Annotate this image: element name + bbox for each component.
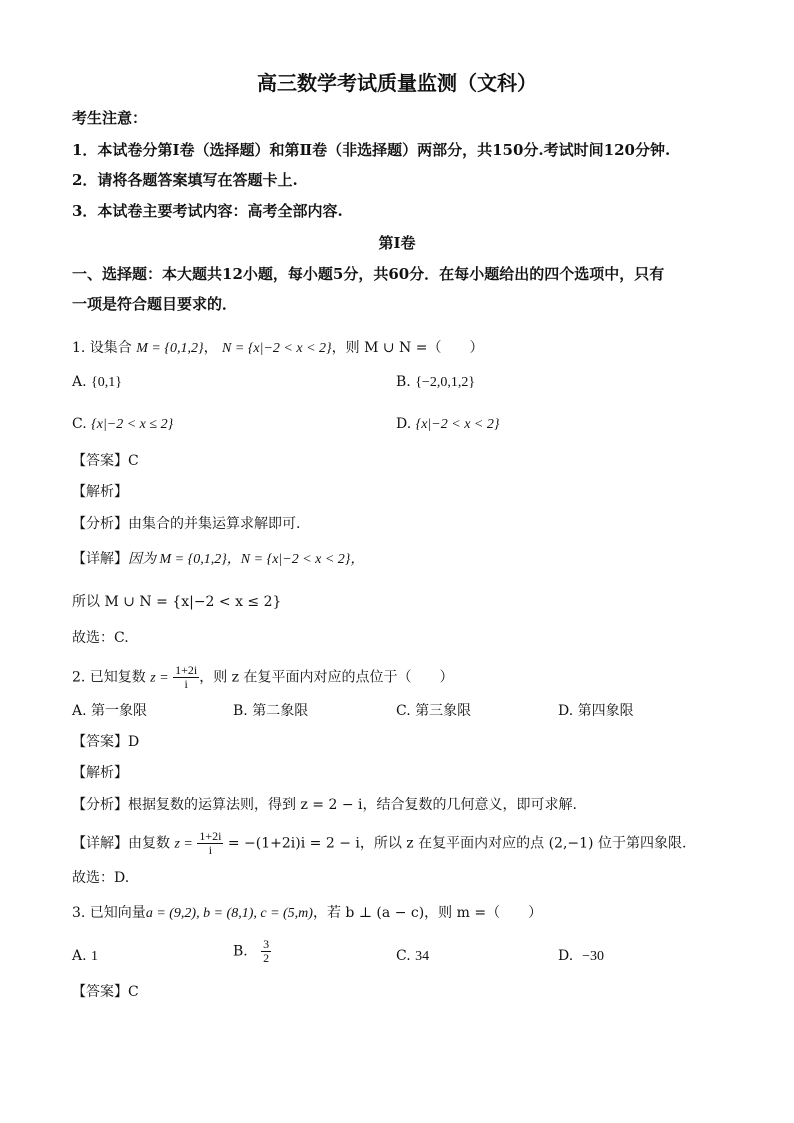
q1-stem-prefix: 1. 设集合 bbox=[72, 340, 132, 356]
q1-answer-value: C bbox=[128, 453, 139, 469]
q1-stem: 1. 设集合 M = {0,1,2}， N = {x|−2 < x < 2}，则 M ∪ N =（ ） bbox=[72, 340, 484, 356]
page-title: 高三数学考试质量监测（文科） bbox=[257, 71, 537, 95]
volume-heading: 第Ⅰ卷 bbox=[378, 234, 416, 252]
q3-vectors: a = (9,2), b = (8,1), c = (5,m) bbox=[145, 906, 313, 921]
q1-option-c: C. {x|−2 < x ≤ 2} bbox=[72, 416, 174, 432]
q2-analysis-tag: 【解析】 bbox=[72, 765, 128, 781]
q1-fenxi: 【分析】由集合的并集运算求解即可. bbox=[72, 516, 301, 532]
q3-answer: 【答案】C bbox=[72, 984, 139, 1000]
section-instruction-line2: 一项是符合题目要求的． bbox=[72, 295, 238, 313]
q1-conclusion: 故选：C. bbox=[72, 630, 129, 646]
q1-set-n: N = {x|−2 < x < 2} bbox=[222, 341, 332, 356]
q2-option-c: C. 第三象限 bbox=[396, 703, 472, 719]
q3-option-b: B. $\frac{3}{2}$ bbox=[233, 937, 270, 965]
q1-xiangjie-1: 【详解】因为 M = {0,1,2}，N = {x|−2 < x < 2}， bbox=[72, 551, 365, 567]
answer-tag: 【答案】 bbox=[72, 453, 128, 469]
q3-stem: 3. 已知向量a = (9,2), b = (8,1), c = (5,m)，若 b ⊥ (a − c)，则 m =（ ） bbox=[72, 905, 543, 921]
q2-option-b: B. 第二象限 bbox=[233, 703, 309, 719]
q2-fenxi: 【分析】根据复数的运算法则，得到 z = 2 − i，结合复数的几何意义，即可求解. bbox=[72, 797, 577, 813]
q3-option-a: A. 1 bbox=[72, 948, 99, 964]
q1-set-m: M = {0,1,2} bbox=[136, 341, 204, 356]
q2-conclusion: 故选：D. bbox=[72, 870, 130, 886]
q1-option-b: B. {−2,0,1,2} bbox=[396, 374, 476, 390]
q1-analysis-tag: 【解析】 bbox=[72, 484, 128, 500]
q2-xiangjie: 【详解】由复数 z = $\frac{1+2i}{i}$ = −(1+2i)i = 2 − i，所以 z 在复平面内对应的点 (2,−1) 位于第四象限. bbox=[72, 829, 687, 857]
section-instruction-line1: 一、选择题：本大题共12小题，每小题5分，共60分．在每小题给出的四个选项中，只有 bbox=[72, 265, 665, 283]
notice-item-3: 3．本试卷主要考试内容：高考全部内容. bbox=[72, 202, 343, 220]
q2-xiangjie-fraction: $\frac{1+2i}{i}$ bbox=[199, 829, 222, 857]
q1-answer bbox=[72, 451, 139, 471]
q2-answer: 【答案】D bbox=[72, 734, 140, 750]
notice-heading: 考生注意： bbox=[72, 109, 148, 127]
notice-item-2: 2．请将各题答案填写在答题卡上. bbox=[72, 171, 298, 189]
notice-item-1: 1．本试卷分第Ⅰ卷（选择题）和第Ⅱ卷（非选择题）两部分，共150分.考试时间120分钟. bbox=[72, 141, 671, 159]
q2-stem: 2. 已知复数 z = $\frac{1+2i}{i}$ ，则 z 在复平面内对应的点位于（ ） bbox=[72, 663, 454, 691]
q1-option-d: D. {x|−2 < x < 2} bbox=[396, 416, 500, 432]
q2-option-a: A. 第一象限 bbox=[72, 703, 148, 719]
q1-option-a: A. {0,1} bbox=[72, 374, 122, 390]
q3-option-b-fraction: $\frac{3}{2}$ bbox=[263, 937, 270, 965]
q1-xiangjie-2: 所以 M ∪ N = {x|−2 < x ≤ 2} bbox=[72, 594, 282, 610]
q3-option-d: D. −30 bbox=[558, 948, 604, 964]
q1-stem-suffix: ，则 M ∪ N =（ ） bbox=[331, 340, 484, 356]
q3-option-c: C. 34 bbox=[396, 948, 430, 964]
q2-fraction: $\frac{1+2i}{i}$ bbox=[175, 663, 198, 691]
q2-option-d: D. 第四象限 bbox=[558, 703, 634, 719]
